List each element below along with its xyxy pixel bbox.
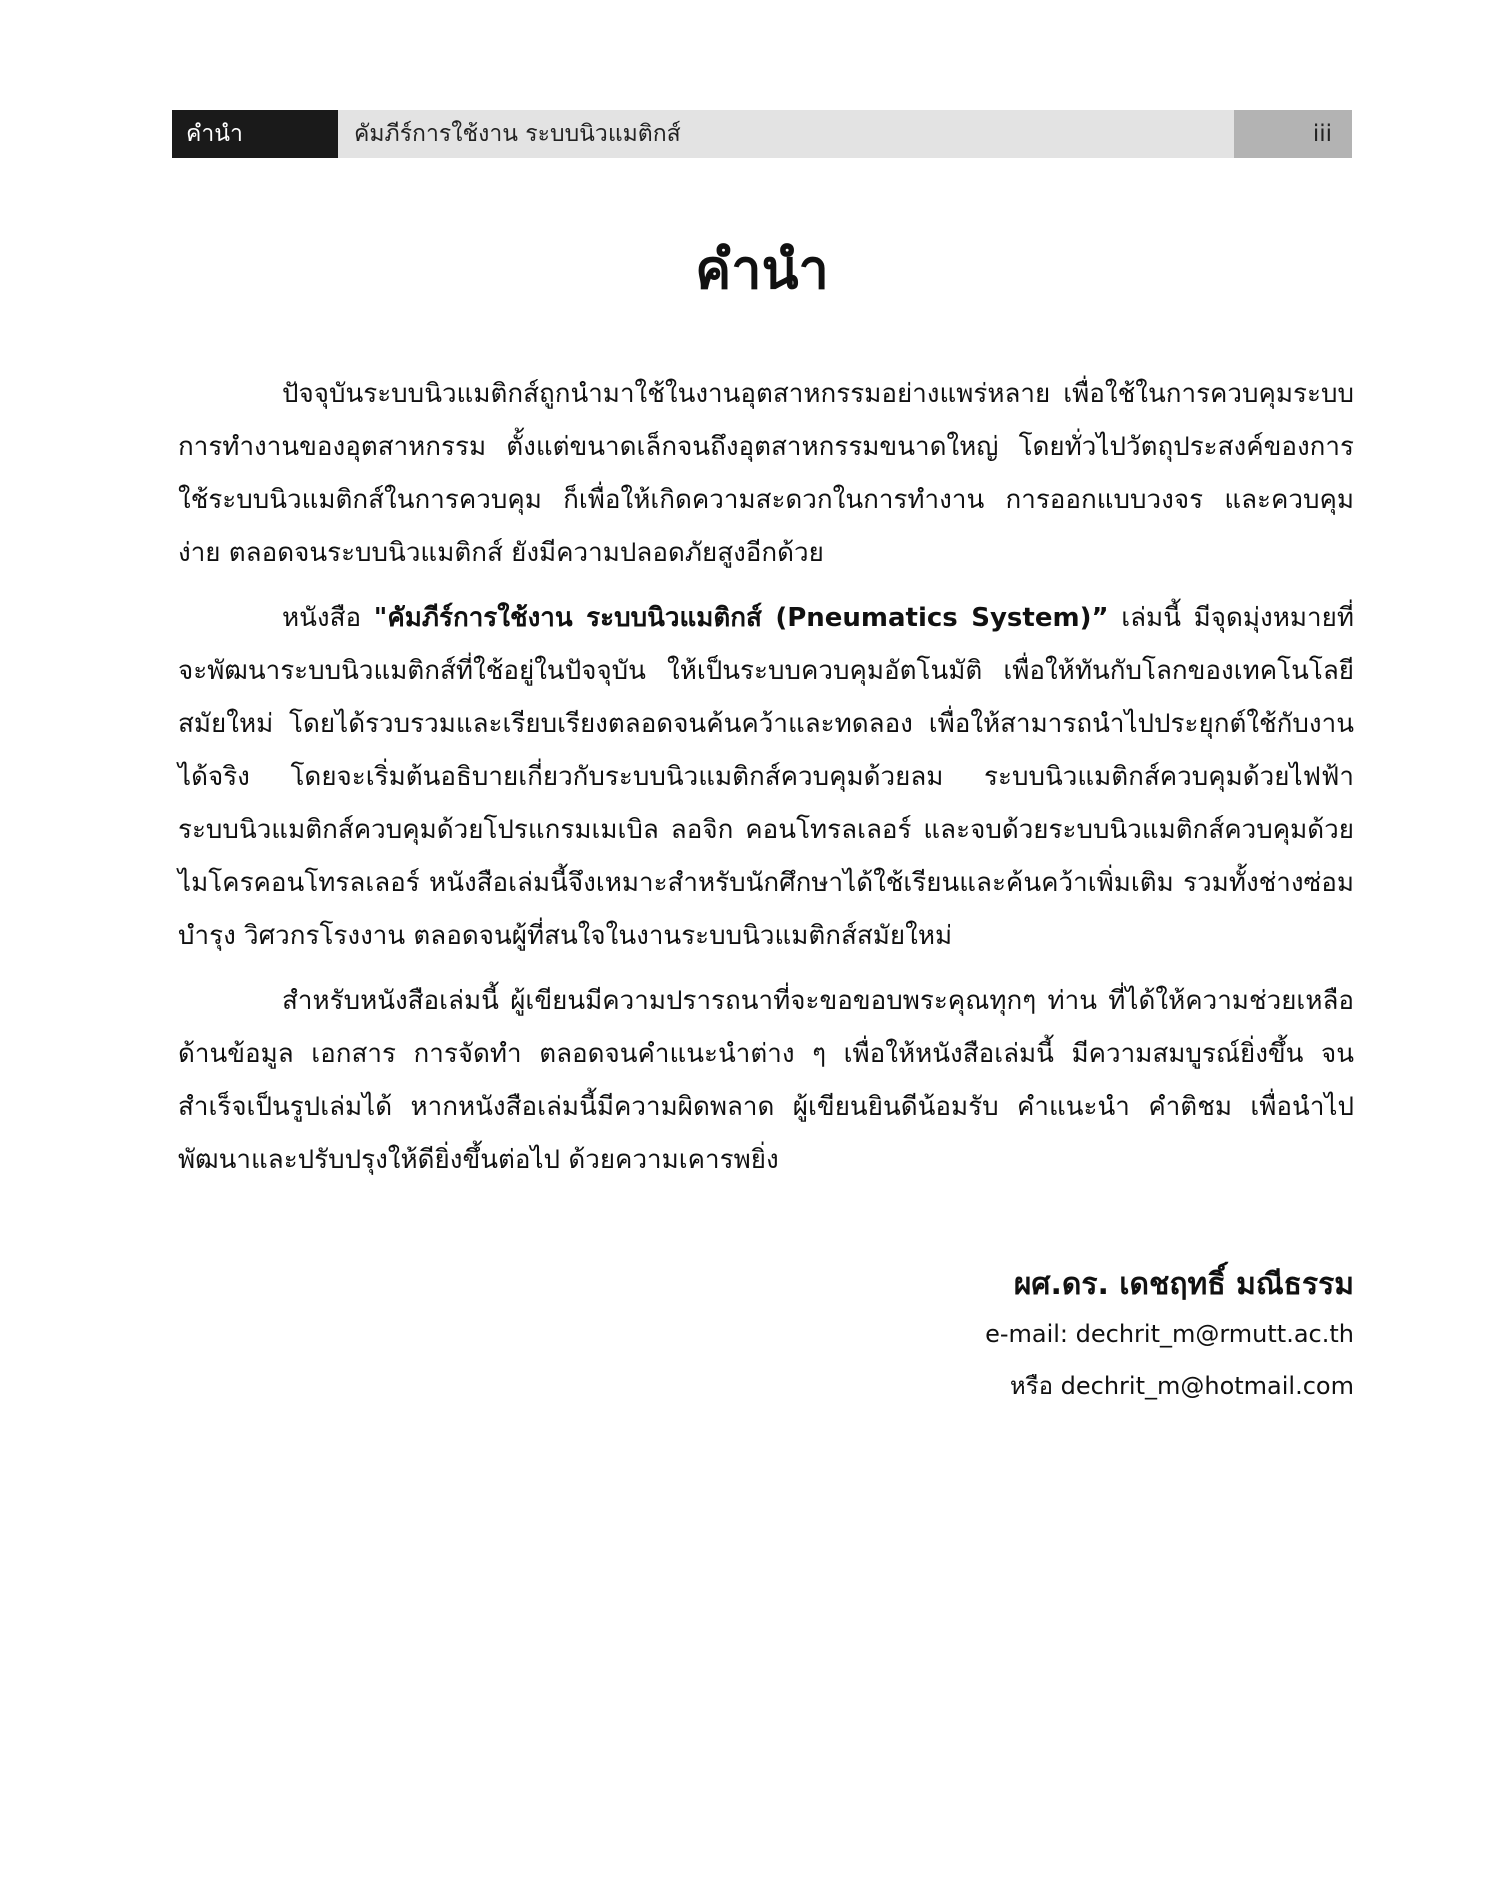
paragraph-2-prefix: หนังสือ [282, 603, 374, 633]
author-email: e-mail: dechrit_m@rmutt.ac.th [985, 1320, 1354, 1348]
paragraph-3: สำหรับหนังสือเล่มนี้ ผู้เขียนมีความปรารถนาที่จะขอขอบพระคุณทุกๆ ท่าน ที่ได้ให้ความช่วยเหลือด้านข้อมูล เอกสาร การจัดทำ ตลอดจนคำแนะนำต่าง ๆ เพื่อให้หนังสือเล่มนี้ มีความสมบูรณ์ยิ่งขึ้น จนสำเร็จเป็นรูปเล่มได้ หากหนังสือเล่มนี้มีความผิดพลาด ผู้เขียนยินดีน้อมรับ คำแนะนำ คำติชม เพื่อนำไปพัฒนาและปรับปรุงให้ดียิ่งขึ้นต่อไป ด้วยความเคารพยิ่ง [178, 986, 1354, 1175]
paragraph-2-rest: เล่มนี้ มีจุดมุ่งหมายที่จะพัฒนาระบบนิวแมติกส์ที่ใช้อยู่ในปัจจุบัน ให้เป็นระบบควบคุมอัตโนมัติ เพื่อให้ทันกับโลกของเทคโนโลยีสมัยใหม่ โดยได้รวบรวมและเรียบเรียงตลอดจนค้นคว้าและทดลอง เพื่อให้สามารถนำไปประยุกต์ใช้กับงานได้จริง โดยจะเริ่มต้นอธิบายเกี่ยวกับระบบนิวแมติกส์ควบคุมด้วยลม ระบบนิวแมติกส์ควบคุมด้วยไฟฟ้า ระบบนิวแมติกส์ควบคุมด้วยโปรแกรมเมเบิล ลอจิก คอนโทรลเลอร์ และจบด้วยระบบนิวแมติกส์ควบคุมด้วยไมโครคอนโทรลเลอร์ หนังสือเล่มนี้จึงเหมาะสำหรับนักศึกษาได้ใช้เรียนและค้นคว้าเพิ่มเติม รวมทั้งช่างซ่อมบำรุง วิศวกรโรงงาน ตลอดจนผู้ที่สนใจในงานระบบนิวแมติกส์สมัยใหม่ [178, 603, 1354, 951]
header-section-label: คำนำ [172, 110, 338, 158]
paragraph-1: ปัจจุบันระบบนิวแมติกส์ถูกนำมาใช้ในงานอุตสาหกรรมอย่างแพร่หลาย เพื่อใช้ในการควบคุมระบบการทำงานของอุตสาหกรรม ตั้งแต่ขนาดเล็กจนถึงอุตสาหกรรมขนาดใหญ่ โดยทั่วไปวัตถุประสงค์ของการใช้ระบบนิวแมติกส์ในการควบคุม ก็เพื่อให้เกิดความสะดวกในการทำงาน การออกแบบวงจร และควบคุมง่าย ตลอดจนระบบนิวแมติกส์ ยังมีความปลอดภัยสูงอีกด้วย [178, 379, 1354, 568]
author-name: ผศ.ดร. เดชฤทธิ์ มณีธรรม [1013, 1267, 1354, 1302]
running-header [172, 110, 1352, 158]
book-title-emphasis: "คัมภีร์การใช้งาน ระบบนิวแมติกส์ (Pneumatics System)” [373, 603, 1109, 633]
header-page-number: iii [1234, 110, 1352, 158]
page-title: คำนำ [695, 238, 829, 301]
author-signature [985, 1262, 1354, 1412]
preface-body [178, 368, 1354, 1199]
header-book-title: คัมภีร์การใช้งาน ระบบนิวแมติกส์ [338, 110, 1234, 158]
paragraph-2 [178, 592, 1354, 963]
author-alt-email: หรือ dechrit_m@hotmail.com [1009, 1372, 1354, 1400]
